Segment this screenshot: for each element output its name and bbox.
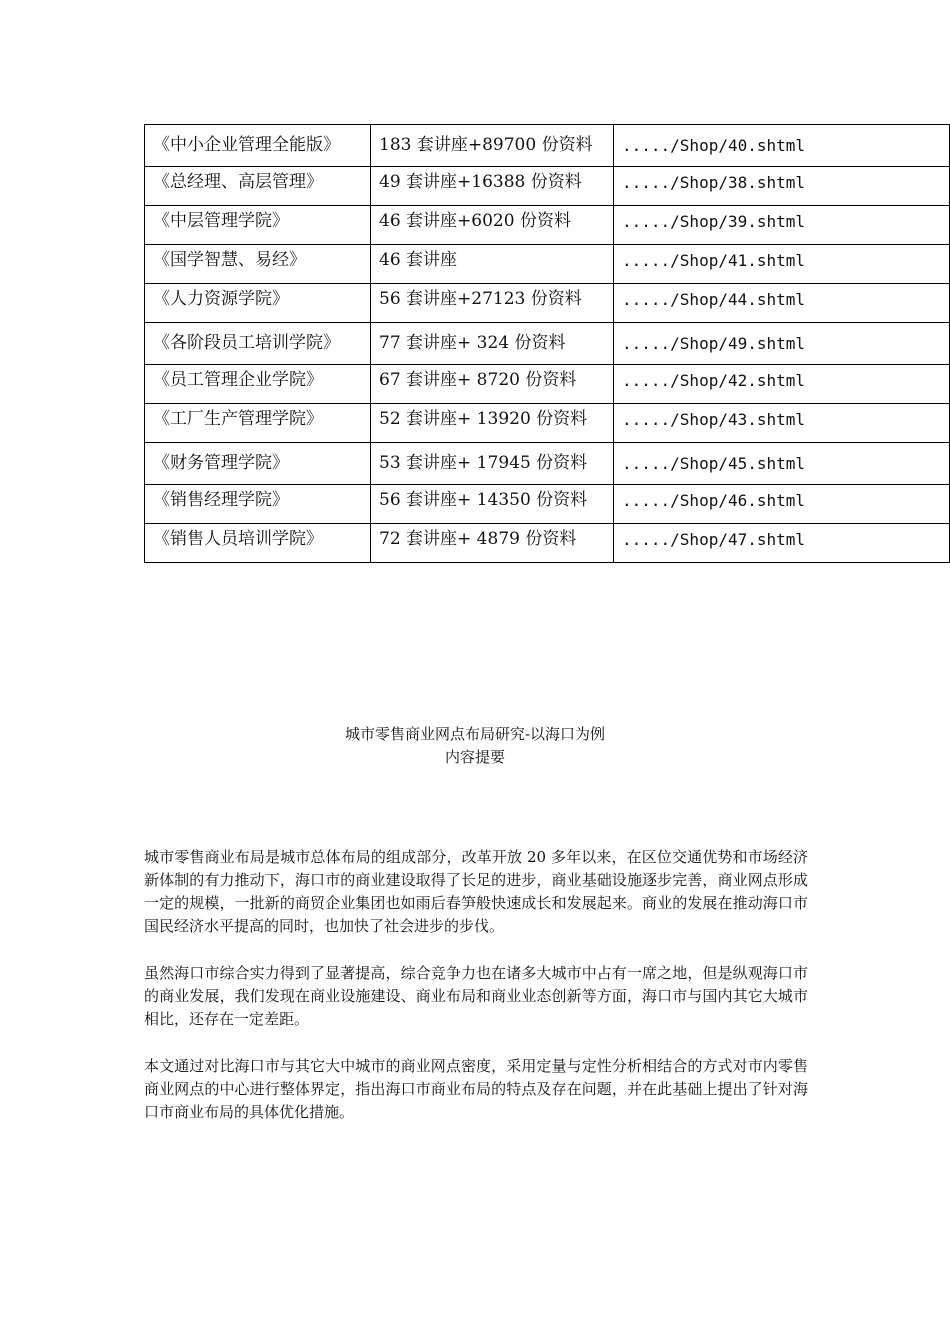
table-row <box>145 404 950 443</box>
table-row <box>145 284 950 323</box>
course-name-cell: 《销售人员培训学院》 <box>145 524 371 563</box>
course-content-cell: 49 套讲座+16388 份资料 <box>371 167 614 206</box>
course-name-cell: 《国学智慧、易经》 <box>145 245 371 284</box>
course-url-cell: ...../Shop/38.shtml <box>614 167 950 206</box>
document-title: 城市零售商业网点布局研究-以海口为例 <box>344 725 606 743</box>
course-table <box>144 124 950 563</box>
course-url-cell: ...../Shop/47.shtml <box>614 524 950 563</box>
course-content-cell: 72 套讲座+ 4879 份资料 <box>371 524 614 563</box>
table-row <box>145 125 950 167</box>
table-row <box>145 323 950 365</box>
course-name-cell: 《人力资源学院》 <box>145 284 371 323</box>
table-row <box>145 245 950 284</box>
course-name-cell: 《财务管理学院》 <box>145 443 371 485</box>
document-subtitle: 内容提要 <box>444 748 505 766</box>
course-content-cell: 53 套讲座+ 17945 份资料 <box>371 443 614 485</box>
table-row <box>145 443 950 485</box>
course-content-cell: 183 套讲座+89700 份资料 <box>371 125 614 167</box>
course-name-cell: 《工厂生产管理学院》 <box>145 404 371 443</box>
course-url-cell: ...../Shop/40.shtml <box>614 125 950 167</box>
abstract-paragraph: 虽然海口市综合实力得到了显著提高，综合竞争力也在诸多大城市中占有一席之地，但是纵观海口市的商业发展，我们发现在商业设施建设、商业布局和商业业态创新等方面，海口市与国内其它大城市相比，还存在一定差距。 <box>144 964 808 1028</box>
course-url-cell: ...../Shop/43.shtml <box>614 404 950 443</box>
abstract-body <box>144 846 808 1148</box>
course-name-cell: 《各阶段员工培训学院》 <box>145 323 371 365</box>
table-row <box>145 485 950 524</box>
abstract-paragraph: 城市零售商业布局是城市总体布局的组成部分，改革开放 20 多年以来，在区位交通优势和市场经济新体制的有力推动下，海口市的商业建设取得了长足的进步，商业基础设施逐步完善，商业网点形成一定的规模，一批新的商贸企业集团也如雨后春笋般快速成长和发展起来。商业的发展在推动海口市国民经济水平提高的同时，也加快了社会进步的步伐。 <box>144 848 808 935</box>
course-content-cell: 77 套讲座+ 324 份资料 <box>371 323 614 365</box>
course-url-cell: ...../Shop/44.shtml <box>614 284 950 323</box>
course-name-cell: 《销售经理学院》 <box>145 485 371 524</box>
course-content-cell: 46 套讲座 <box>371 245 614 284</box>
course-content-cell: 56 套讲座+ 14350 份资料 <box>371 485 614 524</box>
course-name-cell: 《中小企业管理全能版》 <box>145 125 371 167</box>
course-name-cell: 《中层管理学院》 <box>145 206 371 245</box>
table-row <box>145 524 950 563</box>
course-url-cell: ...../Shop/46.shtml <box>614 485 950 524</box>
table-row <box>145 167 950 206</box>
course-name-cell: 《总经理、高层管理》 <box>145 167 371 206</box>
document-heading <box>0 723 950 769</box>
course-url-cell: ...../Shop/42.shtml <box>614 365 950 404</box>
course-url-cell: ...../Shop/39.shtml <box>614 206 950 245</box>
course-content-cell: 46 套讲座+6020 份资料 <box>371 206 614 245</box>
course-url-cell: ...../Shop/41.shtml <box>614 245 950 284</box>
course-content-cell: 52 套讲座+ 13920 份资料 <box>371 404 614 443</box>
course-content-cell: 56 套讲座+27123 份资料 <box>371 284 614 323</box>
course-name-cell: 《员工管理企业学院》 <box>145 365 371 404</box>
abstract-paragraph: 本文通过对比海口市与其它大中城市的商业网点密度，采用定量与定性分析相结合的方式对市内零售商业网点的中心进行整体界定，指出海口市商业布局的特点及存在问题，并在此基础上提出了针对海口市商业布局的具体优化措施。 <box>144 1057 808 1121</box>
table-row <box>145 206 950 245</box>
course-url-cell: ...../Shop/45.shtml <box>614 443 950 485</box>
course-url-cell: ...../Shop/49.shtml <box>614 323 950 365</box>
course-content-cell: 67 套讲座+ 8720 份资料 <box>371 365 614 404</box>
table-row <box>145 365 950 404</box>
